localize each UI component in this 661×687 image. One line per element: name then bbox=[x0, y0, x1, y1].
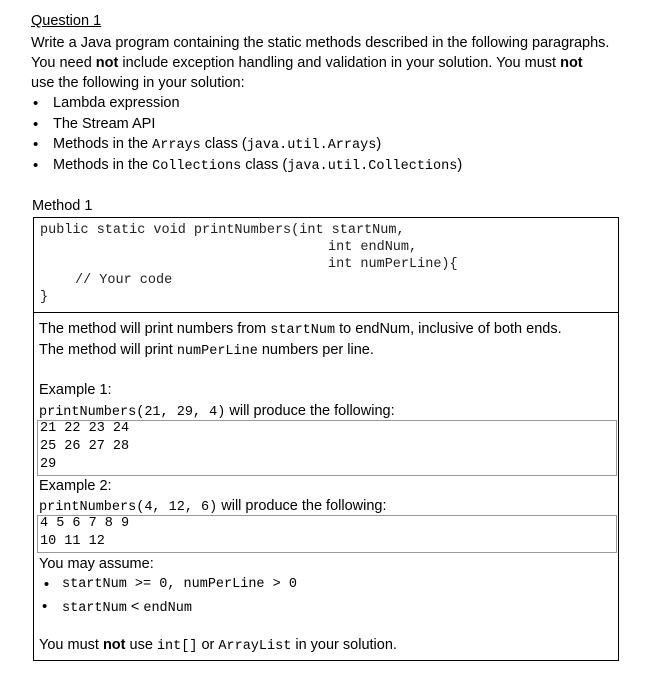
method-label: Method 1 bbox=[32, 198, 93, 214]
restriction-text: class ( bbox=[200, 136, 247, 152]
restriction-code: java.util.Collections bbox=[287, 159, 458, 174]
example-1-label: Example 1: bbox=[39, 382, 112, 398]
restriction-text: ) bbox=[457, 157, 463, 173]
restriction-text: The Stream API bbox=[53, 116, 156, 132]
description-line-1 bbox=[39, 321, 562, 339]
restriction-text: Methods in the bbox=[53, 157, 153, 173]
intro-text: include exception handling and validation in your solution. You must bbox=[118, 55, 561, 71]
footer-bold: not bbox=[102, 637, 126, 653]
desc-text: The method will print numbers from bbox=[39, 321, 271, 337]
restriction-code: java.util.Arrays bbox=[246, 138, 377, 153]
desc-text: numbers per line. bbox=[257, 342, 374, 358]
example-2-label: Example 2: bbox=[39, 478, 112, 494]
example-1-output-line: 29 bbox=[40, 457, 57, 472]
intro-bold: not bbox=[95, 55, 119, 71]
intro-line-3: use the following in your solution: bbox=[31, 75, 245, 91]
restriction-text: Lambda expression bbox=[53, 95, 180, 111]
example-2-call-line bbox=[39, 497, 387, 516]
assume-code: startNum bbox=[62, 601, 127, 616]
desc-code: numPerLine bbox=[176, 344, 258, 359]
signature-line-1: public static void printNumbers(int startNum, bbox=[40, 223, 405, 238]
assume-label: You may assume: bbox=[39, 556, 154, 572]
example-1-call: printNumbers(21, 29, 4) bbox=[39, 405, 226, 420]
code-close-brace: } bbox=[40, 290, 49, 305]
intro-line-2 bbox=[31, 55, 583, 72]
restriction-item bbox=[53, 95, 180, 112]
restriction-item bbox=[53, 116, 155, 133]
example-2-output-line: 10 11 12 bbox=[40, 534, 105, 549]
desc-text: , inclusive of both ends. bbox=[410, 321, 562, 337]
assume-item: • startNum >= 0, numPerLine > 0 bbox=[62, 577, 297, 593]
example-1-output-line: 25 26 27 28 bbox=[40, 439, 130, 454]
divider bbox=[33, 312, 619, 313]
example-1-call-line bbox=[39, 402, 395, 421]
intro-bold: not bbox=[560, 55, 583, 71]
restriction-text: Methods in the bbox=[53, 136, 153, 152]
footer-line bbox=[39, 637, 397, 655]
signature-line-3: int numPerLine){ bbox=[328, 257, 458, 272]
signature-line-2: int endNum, bbox=[328, 240, 418, 255]
example-2-output-line: 4 5 6 7 8 9 bbox=[40, 516, 130, 531]
example-2-call: printNumbers(4, 12, 6) bbox=[39, 500, 218, 515]
example-1-suffix: will produce the following: bbox=[225, 403, 395, 419]
restriction-item bbox=[53, 157, 462, 175]
assume-item bbox=[62, 598, 192, 617]
desc-text: to bbox=[335, 321, 356, 337]
footer-text: or bbox=[197, 637, 219, 653]
footer-code: ArrayList bbox=[218, 639, 292, 654]
footer-text: in your solution. bbox=[291, 637, 397, 653]
intro-text: You need bbox=[31, 55, 96, 71]
footer-text: use bbox=[125, 637, 157, 653]
example-1-output-line: 21 22 23 24 bbox=[40, 421, 130, 436]
footer-code: int[] bbox=[156, 639, 198, 654]
question-title: Question 1 bbox=[31, 13, 102, 29]
restriction-code: Collections bbox=[152, 159, 242, 174]
description-line-2 bbox=[39, 342, 374, 360]
desc-text: endNum bbox=[355, 321, 411, 337]
intro-line-1: Write a Java program containing the static methods described in the following paragraphs. bbox=[31, 35, 610, 51]
restriction-text: ) bbox=[376, 136, 382, 152]
restriction-item bbox=[53, 136, 381, 154]
restriction-code: Arrays bbox=[152, 138, 201, 153]
example-2-suffix: will produce the following: bbox=[217, 498, 387, 514]
assume-op: < bbox=[126, 599, 144, 615]
code-comment: // Your code bbox=[75, 273, 173, 288]
desc-text: The method will print bbox=[39, 342, 177, 358]
assume-code: endNum bbox=[143, 601, 192, 616]
restriction-text: class ( bbox=[241, 157, 288, 173]
desc-code: startNum bbox=[270, 323, 336, 338]
footer-text: You must bbox=[39, 637, 103, 653]
